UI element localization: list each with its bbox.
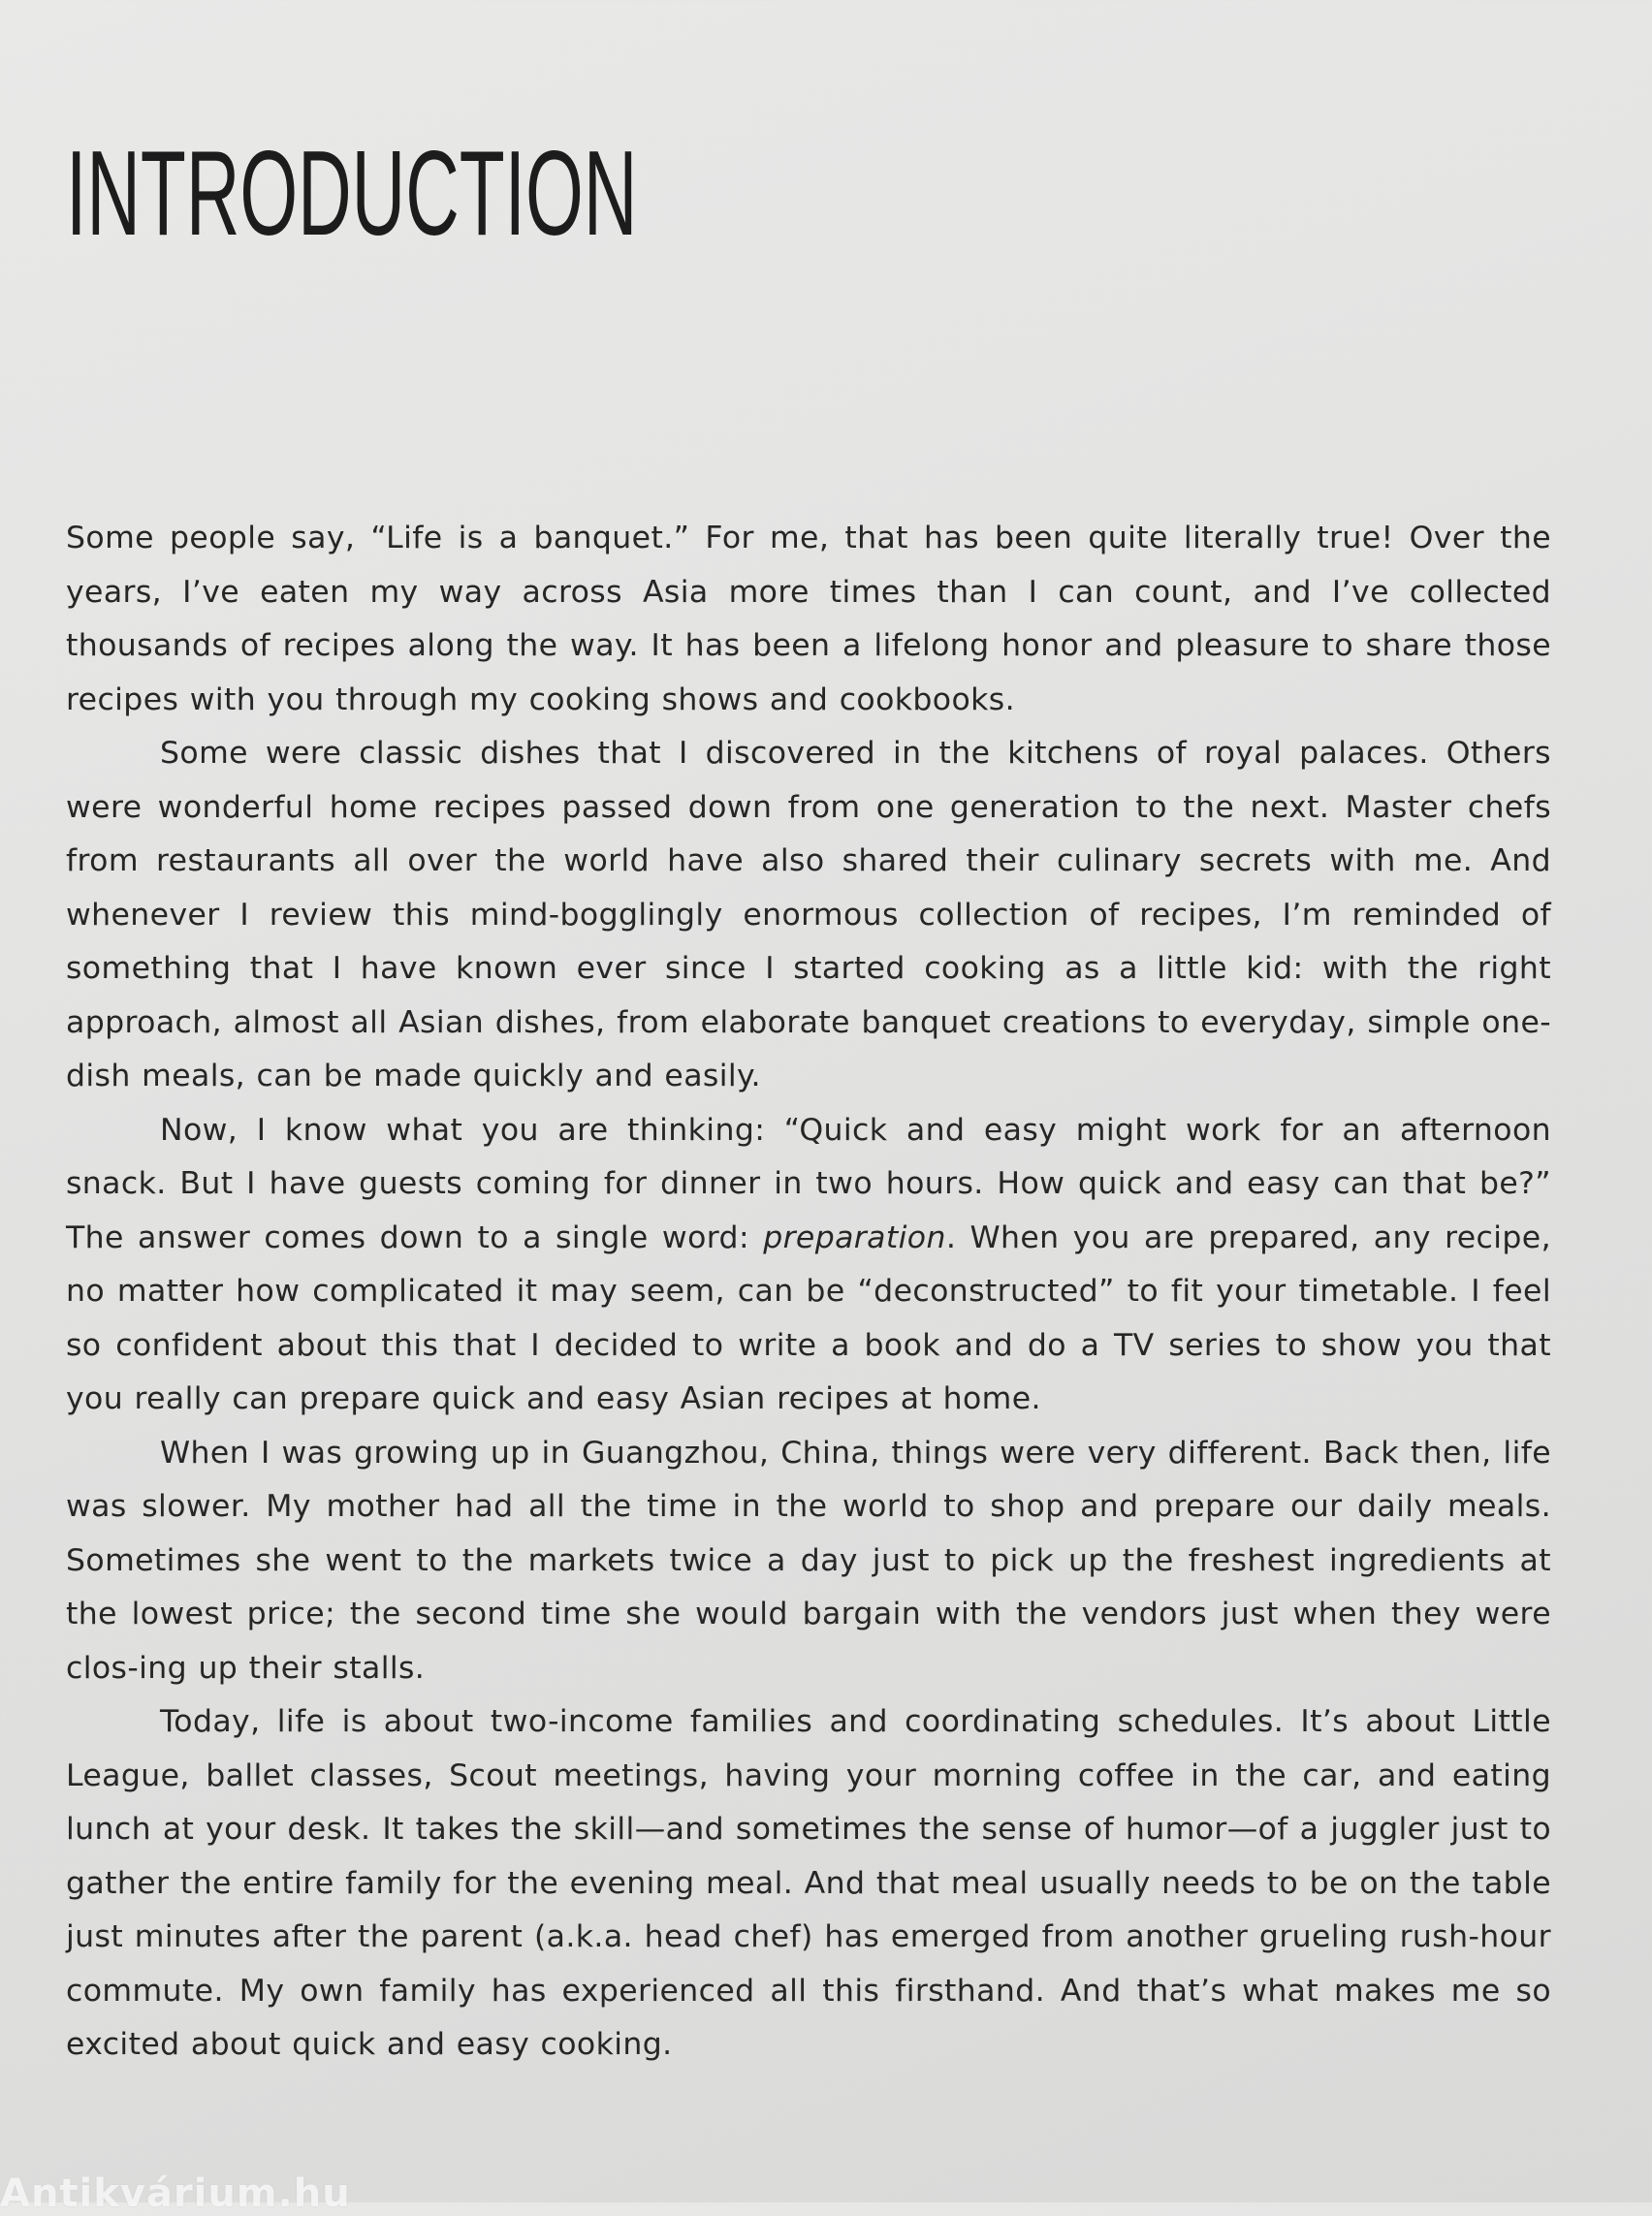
- paragraph-1: [66, 512, 1551, 727]
- paragraph-text: Today, life is about two-income families and coordinating schedules. It’s about Little League, ballet classes, Scout meetings, having your morning coffee in the car, and eating lunch at your desk. It takes the skill—and sometimes the sense of humor—of a juggler just to gather the entire family for the evening meal. And that meal usually needs to be on the table just minutes after the parent (a.k.a. head chef) has emerged from another grueling rush-hour commute. My own family has experienced all this firsthand. And that’s what makes me so excited about quick and easy cooking.: [66, 1704, 1551, 2062]
- paragraph-4: [66, 1427, 1551, 1696]
- paragraph-text: Now, I know what you are thinking: “Quick and easy might work for an afternoon snack. But I have guests coming for dinner in two hours. How quick and easy can that be?” The answer comes down to a single word:: [66, 1112, 1551, 1255]
- paragraph-text: Some were classic dishes that I discovered in the kitchens of royal palaces. Others were wonderful home recipes passed down from one generation to the next. Master chefs from restaurants all over the world have also shared their culinary secrets with me. And whenever I review this mind-bogglingly enormous collection of recipes, I’m reminded of something that I have known ever since I started cooking as a little kid: with the right approach, almost all Asian dishes, from elaborate banquet creations to everyday, simple one-dish meals, can be made quickly and easily.: [66, 736, 1551, 1093]
- paragraph-text: When I was growing up in Guangzhou, China, things were very different. Back then, life was slower. My mother had all the time in the world to shop and prepare our daily meals. Sometimes she went to the markets twice a day just to pick up the freshest ingredients at the lowest price; the second time she would bargain with the vendors just when they were clos-ing up their stalls.: [66, 1435, 1551, 1686]
- emphasis-word: preparation: [763, 1219, 946, 1255]
- paragraph-3: [66, 1104, 1551, 1427]
- page-title: INTRODUCTION: [66, 127, 638, 261]
- paragraph-5: [66, 1695, 1551, 2073]
- paragraph-2: [66, 727, 1551, 1104]
- watermark: Antikvárium.hu: [0, 2171, 351, 2216]
- body-text: [66, 512, 1551, 2073]
- paragraph-text: . When you are prepared, any recipe, no matter how complicated it may seem, can be “deconstructed” to fit your timetable. I feel so confident about this that I decided to write a book and do a TV series to show you that you really can prepare quick and easy Asian recipes at home.: [66, 1219, 1551, 1416]
- paragraph-text: Some people say, “Life is a banquet.” For me, that has been quite literally true! Over the years, I’ve eaten my way across Asia more times than I can count, and I’ve collected thousands of recipes along the way. It has been a lifelong honor and pleasure to share those recipes with you through my cooking shows and cookbooks.: [66, 521, 1551, 717]
